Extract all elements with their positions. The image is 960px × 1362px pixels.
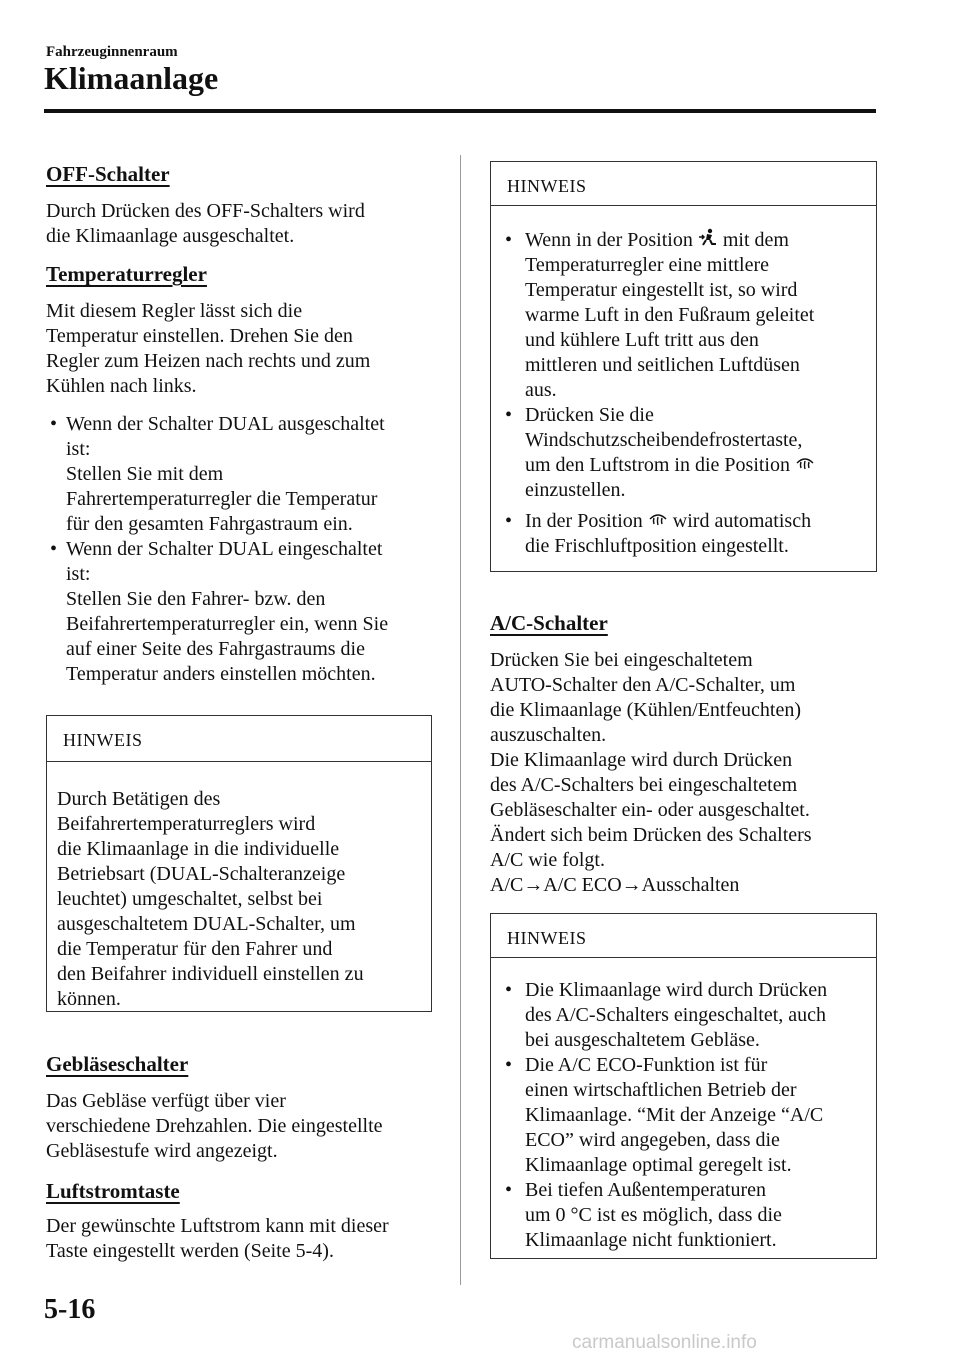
text-line: Stellen Sie den Fahrer- bzw. den (66, 588, 326, 610)
text-line: Die Klimaanlage wird durch Drücken (490, 749, 793, 771)
list-item (491, 228, 870, 403)
text-line: Beifahrertemperaturreglers wird (57, 813, 316, 835)
bullet-icon: • (505, 510, 513, 532)
text-line: des A/C-Schalters eingeschaltet, auch (525, 1004, 827, 1026)
text-fragment: wird automatisch (672, 510, 812, 532)
fan-paragraph (46, 1089, 446, 1164)
temp-bullets (46, 412, 436, 687)
text-line: die Klimaanlage (Kühlen/Entfeuchten) (490, 699, 801, 721)
list-item (46, 412, 436, 537)
text-line: A/C→A/C ECO→Ausschalten (490, 874, 740, 896)
note-box-dual (46, 715, 432, 1012)
airflow-paragraph (46, 1214, 446, 1264)
defroster-icon (795, 453, 815, 478)
ac-heading: A/C-Schalter (490, 611, 608, 635)
bullet-icon: • (50, 413, 58, 435)
text-line: auszuschalten. (490, 724, 607, 746)
text-fragment: Wenn in der Position (525, 229, 693, 251)
text-line: Gebläsestufe wird angezeigt. (46, 1140, 278, 1162)
text-line: Klimaanlage nicht funktioniert. (525, 1229, 777, 1251)
text-line: des A/C-Schalters bei eingeschaltetem (490, 774, 798, 796)
text-line: Der gewünschte Luftstrom kann mit dieser (46, 1215, 389, 1237)
list-item (491, 978, 870, 1053)
text-line: Temperatur einstellen. Drehen Sie den (46, 325, 353, 347)
text-line: die Temperatur für den Fahrer und (57, 938, 333, 960)
text-line: Taste eingestellt werden (Seite 5-4). (46, 1240, 334, 1262)
text-line: ist: (66, 438, 91, 460)
note-body (491, 206, 876, 559)
text-line: Die Klimaanlage wird durch Drücken (525, 979, 828, 1001)
note-box-airflow (490, 161, 877, 572)
text-line: und kühlere Luft tritt aus den (525, 329, 759, 351)
text-line: Kühlen nach links. (46, 375, 197, 397)
text-line: mittleren und seitlichen Luftdüsen (525, 354, 800, 376)
text-line: Gebläseschalter ein- oder ausgeschaltet. (490, 799, 810, 821)
text-line: ist: (66, 563, 91, 585)
text-line (525, 228, 870, 253)
text-line: Fahrertemperaturregler die Temperatur (66, 488, 378, 510)
text-fragment: um den Luftstrom in die Position (525, 454, 790, 476)
text-line: die Frischluftposition eingestellt. (525, 535, 789, 557)
bi-level-airflow-icon (698, 228, 718, 253)
temp-paragraph (46, 299, 446, 399)
text-line: Durch Drücken des OFF-Schalters wird (46, 200, 365, 222)
text-line: Temperaturregler eine mittlere (525, 254, 770, 276)
text-line: die Klimaanlage in die individuelle (57, 838, 340, 860)
text-line: Wenn der Schalter DUAL eingeschaltet (66, 538, 383, 560)
defroster-icon (648, 509, 668, 534)
text-line: AUTO-Schalter den A/C-Schalter, um (490, 674, 796, 696)
text-line: leuchtet) umgeschaltet, selbst bei (57, 888, 323, 910)
text-line: Temperatur anders einstellen möchten. (66, 663, 376, 685)
text-line: ECO” wird angegeben, dass die (525, 1129, 780, 1151)
note-title: HINWEIS (491, 914, 876, 958)
text-line: ausgeschaltetem DUAL-Schalter, um (57, 913, 356, 935)
text-line: Drücken Sie bei eingeschaltetem (490, 649, 753, 671)
page-number: 5-16 (44, 1294, 96, 1325)
bullet-icon: • (505, 229, 513, 251)
text-line: können. (57, 988, 121, 1010)
text-line: bei ausgeschaltetem Gebläse. (525, 1029, 760, 1051)
text-line: Wenn der Schalter DUAL ausgeschaltet (66, 413, 385, 435)
fan-heading: Gebläseschalter (46, 1052, 189, 1076)
text-line: einzustellen. (525, 479, 626, 501)
off-heading: OFF-Schalter (46, 162, 170, 186)
chapter-title: Klimaanlage (44, 60, 219, 96)
section-kicker: Fahrzeuginnenraum (46, 44, 178, 60)
text-line: Klimaanlage. “Mit der Anzeige “A/C (525, 1104, 824, 1126)
bullet-icon: • (505, 979, 513, 1001)
note-box-ac (490, 913, 877, 1259)
list-item (491, 509, 870, 559)
text-line (525, 509, 870, 534)
note-body (491, 958, 876, 1253)
text-line: verschiedene Drehzahlen. Die eingestellte (46, 1115, 383, 1137)
off-paragraph (46, 199, 446, 249)
text-fragment: mit dem (722, 229, 789, 251)
text-line: Regler zum Heizen nach rechts und zum (46, 350, 371, 372)
airflow-heading: Luftstromtaste (46, 1179, 180, 1203)
text-fragment: In der Position (525, 510, 643, 532)
text-line: Mit diesem Regler lässt sich die (46, 300, 303, 322)
text-line: Betriebsart (DUAL-Schalteranzeige (57, 863, 346, 885)
text-line: aus. (525, 379, 557, 401)
text-line: um 0 °C ist es möglich, dass die (525, 1204, 782, 1226)
text-line: auf einer Seite des Fahrgastraums die (66, 638, 365, 660)
text-line: Stellen Sie mit dem (66, 463, 224, 485)
text-line: Ändert sich beim Drücken des Schalters (490, 824, 812, 846)
list-item (46, 537, 436, 687)
text-line: Bei tiefen Außentemperaturen (525, 1179, 767, 1201)
list-item (491, 1053, 870, 1178)
text-line: Drücken Sie die (525, 404, 654, 426)
bullet-icon: • (505, 404, 513, 426)
text-line: Die A/C ECO-Funktion ist für (525, 1054, 768, 1076)
header-rule (44, 109, 876, 113)
text-line: für den gesamten Fahrgastraum ein. (66, 513, 353, 535)
text-line: Das Gebläse verfügt über vier (46, 1090, 286, 1112)
text-line: Durch Betätigen des (57, 788, 221, 810)
text-line: Beifahrertemperaturregler ein, wenn Sie (66, 613, 389, 635)
bullet-icon: • (50, 538, 58, 560)
text-line: Temperatur eingestellt ist, so wird (525, 279, 798, 301)
note-body (47, 762, 431, 1012)
temp-heading: Temperaturregler (46, 262, 207, 286)
bullet-icon: • (505, 1054, 513, 1076)
text-line (525, 453, 870, 478)
list-item (491, 1178, 870, 1253)
text-line: A/C wie folgt. (490, 849, 605, 871)
text-line: Klimaanlage optimal geregelt ist. (525, 1154, 792, 1176)
text-line: Windschutzscheibendefrostertaste, (525, 429, 803, 451)
watermark[interactable]: carmanualsonline.info (572, 1332, 757, 1353)
bullet-icon: • (505, 1179, 513, 1201)
text-line: warme Luft in den Fußraum geleitet (525, 304, 815, 326)
column-divider (460, 155, 461, 1285)
note-title: HINWEIS (491, 162, 876, 206)
note-title: HINWEIS (47, 716, 431, 762)
text-line: den Beifahrer individuell einstellen zu (57, 963, 364, 985)
text-line: die Klimaanlage ausgeschaltet. (46, 225, 295, 247)
ac-paragraph (490, 648, 870, 898)
text-line: einen wirtschaftlichen Betrieb der (525, 1079, 797, 1101)
list-item (491, 403, 870, 503)
